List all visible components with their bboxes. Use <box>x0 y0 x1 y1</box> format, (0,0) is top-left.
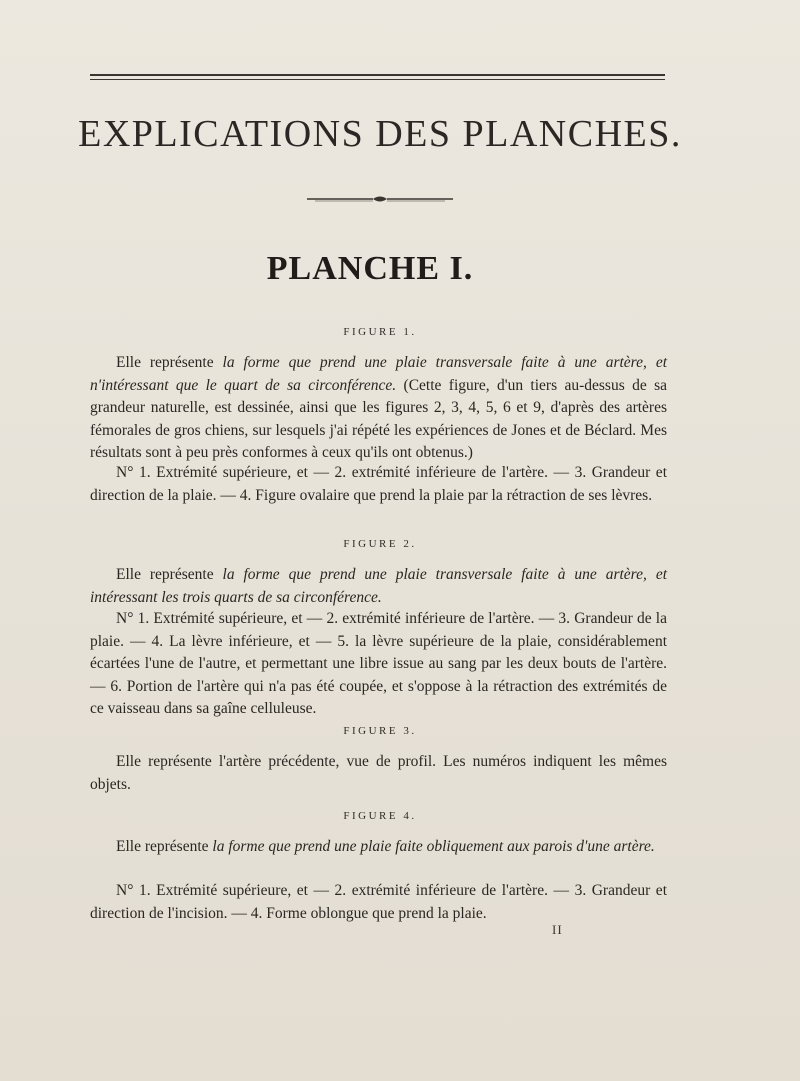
figure-1-text-pre: Elle représente <box>116 354 223 371</box>
plate-heading: PLANCHE I. <box>266 250 474 287</box>
figure-2-text-pre: Elle représente <box>116 566 223 583</box>
figure-4-legend: N° 1. Extrémité supérieure, et — 2. extrémité inférieure de l'artère. — 3. Grandeur et direction de l'incision. — 4. Forme oblongue que prend la plaie. <box>90 882 667 922</box>
figure-1-text-post: (Cette figure, d'un tiers au-dessus de sa grandeur naturelle, est dessinée, ainsi que les figures 2, 3, 4, 5, 6 et 9, d'après des artères fémorales de gros chiens, sur lesquels j'ai répété les expériences de Jones et de Béclard. Mes résultats sont à peu près conformes à ceux qu'ils ont obtenus.) <box>90 376 668 462</box>
figure-1-description <box>90 352 667 465</box>
figure-4-label: FIGURE 4. <box>343 810 417 822</box>
figure-2-description <box>90 564 667 609</box>
figure-3-label: FIGURE 3. <box>343 725 417 737</box>
ornament-divider <box>305 193 455 205</box>
figure-2-text-italic: la forme que prend une plaie transversale faite à une artère, et intéressant les trois quarts de sa circonférence. <box>90 566 668 606</box>
figure-1-text-italic: la forme que prend une plaie transversale faite à une artère, et n'intéressant que le quart de sa circonférence. <box>90 354 668 394</box>
figure-4-text-italic: la forme que prend une plaie faite obliquement aux parois d'une artère. <box>212 838 655 855</box>
figure-2-legend: N° 1. Extrémité supérieure, et — 2. extrémité inférieure de l'artère. — 3. Grandeur de la plaie. — 4. La lèvre inférieure, et — 5. la lèvre supérieure de la plaie, considérablement écartées l'une de l'autre, et permettant une libre issue au sang par les deux bouts de l'artère. — 6. Portion de l'artère qui n'a pas été coupée, et s'oppose à la rétraction des extrémités de ce vaisseau dans sa gaîne celluleuse. <box>90 610 667 718</box>
figure-4-description <box>90 836 667 859</box>
signature-mark: II <box>552 922 563 937</box>
figure-2-label: FIGURE 2. <box>343 538 417 550</box>
figure-1-legend: N° 1. Extrémité supérieure, et — 2. extrémité inférieure de l'artère. — 3. Grandeur et direction de la plaie. — 4. Figure ovalaire que prend la plaie par la rétraction de ses lèvres. <box>90 464 667 504</box>
top-double-rule <box>90 74 665 80</box>
figure-4-text-pre: Elle représente <box>116 838 213 855</box>
figure-1-label: FIGURE 1. <box>343 326 417 338</box>
page-title: EXPLICATIONS DES PLANCHES. <box>78 113 682 155</box>
figure-3-description: Elle représente l'artère précédente, vue de profil. Les numéros indiquent les mêmes objets. <box>90 753 667 793</box>
